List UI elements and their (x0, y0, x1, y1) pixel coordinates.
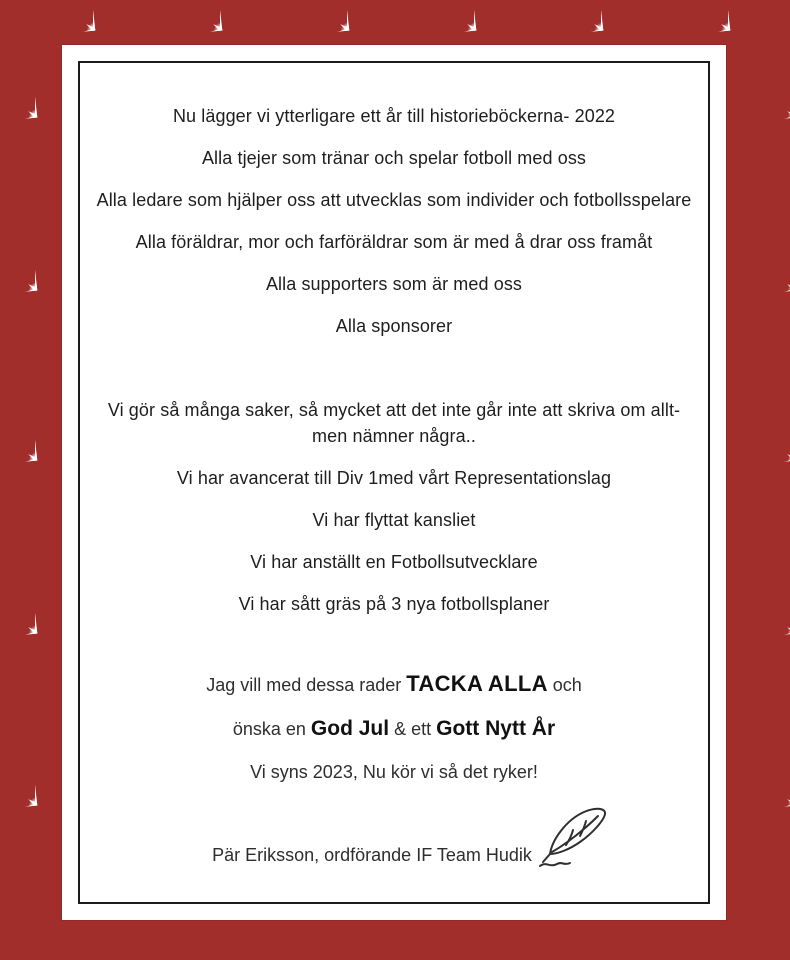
sparkle-star-icon (746, 415, 790, 466)
card-border (78, 61, 710, 904)
sparkle-star-icon (553, 0, 604, 35)
sparkle-star-icon (680, 0, 731, 35)
closing-line-2023: Vi syns 2023, Nu kör vi så det ryker! (250, 762, 538, 782)
closing-line-wishes (92, 715, 696, 743)
sparkle-star-icon (115, 937, 166, 960)
letter-line: Alla supporters som är med oss (265, 274, 523, 294)
sparkle-star-icon (240, 937, 291, 960)
closing-line-thanks (92, 670, 696, 699)
sparkle-star-icon (299, 0, 350, 35)
sparkle-star-icon (615, 937, 666, 960)
letter-line: Alla ledare som hjälper oss att utvecklas som individer och fotbollsspelare (96, 190, 692, 210)
letter-content (80, 63, 708, 902)
quill-pen-icon (536, 802, 620, 874)
sparkle-star-icon (365, 937, 416, 960)
letter-line: Vi har anställt en Fotbollsutvecklare (250, 552, 538, 572)
sparkle-star-icon (0, 72, 37, 123)
sparkle-star-icon (740, 937, 790, 960)
sparkle-star-icon (0, 588, 37, 639)
closing-text: önska en (232, 719, 311, 739)
god-jul-emphasis: God Jul (310, 717, 390, 740)
sparkle-star-icon (0, 760, 37, 811)
letter-line: Nu lägger vi ytterligare ett år till historieböckerna- 2022 (172, 106, 616, 126)
closing-text: Jag vill med dessa rader (206, 675, 407, 695)
closing-text: och (547, 675, 582, 695)
letter-line: Alla föräldrar, mor och farföräldrar som är med å drar oss framåt (135, 232, 653, 252)
sparkle-star-icon (0, 937, 40, 960)
letter-line: Alla tjejer som tränar och spelar fotboll med oss (201, 148, 587, 168)
sparkle-star-icon (746, 760, 790, 811)
sparkle-star-icon (172, 0, 223, 35)
closing-text: & ett (389, 719, 437, 739)
sparkle-star-icon (0, 415, 37, 466)
sparkle-star-icon (45, 0, 96, 35)
letter-line: Alla sponsorer (335, 316, 453, 336)
letter-card (62, 45, 726, 920)
sparkle-star-icon (746, 245, 790, 296)
letter-line: Vi har avancerat till Div 1med vårt Representationslag (176, 468, 612, 488)
sparkle-star-icon (746, 72, 790, 123)
signature-row (114, 802, 708, 874)
sparkle-star-icon (746, 588, 790, 639)
gott-nytt-ar-emphasis: Gott Nytt År (436, 717, 556, 740)
letter-line: Vi har sått gräs på 3 nya fotbollsplaner (238, 594, 550, 614)
letter-line: Vi gör så många saker, så mycket att det inte går inte att skriva om allt- men nämner några.. (107, 400, 681, 446)
thanks-emphasis: TACKA ALLA (406, 671, 548, 696)
sparkle-star-icon (426, 0, 477, 35)
signature-text: Pär Eriksson, ordförande IF Team Hudik (212, 845, 532, 865)
sparkle-star-icon (0, 245, 37, 296)
letter-line: Vi har flyttat kansliet (312, 510, 476, 530)
sparkle-star-icon (490, 937, 541, 960)
